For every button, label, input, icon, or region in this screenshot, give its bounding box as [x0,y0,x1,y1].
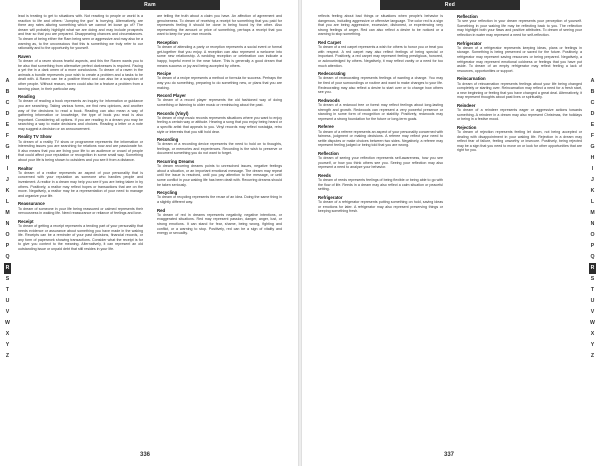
entry-definition: To dream of a reality TV show or programme represents the information or interesting issues you are searching for relations now and are passionate for. It also means that you are living your life to an audience or crowd of people that could affect your reputation or recognition in some small way. Something about your life is being shown to outsiders and you see it from a distance. [18,139,143,163]
dictionary-entry [318,195,443,214]
entry-definition: To dream of a reindeer represents eager or aggressive actions towards something. A reindeer in a dream may also represent Christmas, the holidays or being in a festive mood. [457,108,582,122]
entry-definition: To dream of recycling represents the reuse of an idea. Doing the same thing in a slightly different way. [157,195,282,205]
entry-definition: To dream of getting a receipt represents a tending part of your personality that needs evidence or assurance about something you have made in the waking life. Receipts can be a reminder of your past decisions, financial records, or any form of paperwork showing transactions. Consider what the receipt is for to give you context to the meaning. Alternatively, it can represent an old outstanding issue or unpaid debt that still resides in your life. [18,224,143,251]
entry-definition: To dream of a raven shows fearful aspects, and this the Raven wants you to be also that something from alternative perfect darknesses is required. Facing a yet the in a dark omen of a more conclusions. To dream of a raven in the animals a bundle represents your wish to create a problem and a tasks to be dealt with. A Raven can be a positive friend and can also be a suspicion of other people. Without reason, raven could also be a feature a problem from a tanning place, in their particular way. [18,58,143,91]
index-letter-n[interactable]: N [5,221,10,227]
entry-headword: Reflection [318,150,339,156]
entry-definition: To dream of a record player represents the old fashioned way of doing something or listening to older music or reminiscing about the past. [157,98,282,107]
entry-definition: To dream of reincarnation represents feelings about your life being changed completely or starting over. Reincarnation may reflect a need for a fresh start, a new beginning or feeling that you have changed a great deal. Alternatively, it may represent thoughts about past lives or spirituality. [457,81,582,100]
entry-headword: Record Player [157,93,186,99]
entry-headword: Reality TV Show [18,134,52,140]
index-letter-w[interactable]: W [590,320,595,326]
index-letter-a[interactable]: A [5,78,10,84]
entry-headword: Reincarnation [457,76,486,82]
entry-definition: To dream of a red carpet represents a wish for others to honor you or treat you with respect. A red carpet may also reflect feelings of being special or important. Positively, a red carpet may represent feeling prestigious, honored, or acknowledged by others. Negatively, it may reflect vanity or a need for too much attention. [318,45,443,68]
index-letter-p[interactable]: P [5,243,10,249]
index-letter-w[interactable]: W [5,320,10,326]
entry-definition: To dream of rejection represents feeling let down, not being accepted or dealing with disappointment in your waking life. Rejection in a dream may reflect fear of failure, feeling unworthy or insecure. Positively, being rejected may be a sign that you need to move on or look for other opportunities that are right for you. [457,130,582,153]
index-letter-i[interactable]: I [6,166,9,172]
entry-headword: Red [157,207,166,213]
entry-headword: Reception [157,39,178,45]
entry-definition: To dream of reading a book represents an inquiry for information or guidance you are searching. Taking various forms, we find new opinions, and another way of the decisions to read a book. Reading can also mean a way of gathering information or knowledge, the type of book you read is also important. Considering all options. If you are reading in a dream you may be searching a way to make decisions and choices. Reading a letter or a note may suggest a decision or an announcement. [18,99,143,131]
entry-headword: Red Carpet [318,39,341,45]
entry-headword: Redecorating [318,71,346,77]
dictionary-entry [18,14,143,51]
index-letter-j[interactable]: J [591,177,594,183]
index-letter-d[interactable]: D [590,111,595,117]
index-letter-r[interactable]: R [589,263,596,274]
left-alphabet-index [4,76,11,362]
index-letter-f[interactable]: F [5,133,10,139]
index-letter-c[interactable]: C [590,100,595,106]
index-letter-k[interactable]: K [5,188,10,194]
dictionary-entry [157,71,282,90]
index-letter-b[interactable]: B [5,89,10,95]
entry-definition: To dream of a refrigerator represents keeping ideas, plans or feelings in storage. Something is being preserved or saved for the future. Positively, a refrigerator may represent saving resources or being prepared. Negatively, a refrigerator may represent emotional coldness or feelings that you have put aside. To dream of an empty refrigerator may reflect feeling a lack of resources, opportunities or support. [457,45,582,73]
entry-headword: Realtor [18,165,33,171]
index-letter-j[interactable]: J [6,177,9,183]
dictionary-entry [318,98,443,122]
entry-definition: To dream of a realtor represents an aspect of your personality that is concerned with your reputation as someone who handles people and investment. A realtor in a dream may help you see if you are being taken in by others. Positively, a realtor may reflect hopes or transactions that are on the move. Negatively, a realtor may be a representation of your need to manage and organize your life. [18,170,143,198]
dictionary-entry [157,40,282,68]
dictionary-entry [18,54,143,91]
left-page-number: 336 [140,452,151,458]
entry-headword: Reading [18,94,35,100]
left-columns [18,14,282,444]
dictionary-entry [157,93,282,107]
index-letter-h[interactable]: H [5,155,10,161]
index-letter-v[interactable]: V [5,309,10,315]
index-letter-i[interactable]: I [591,166,594,172]
index-letter-l[interactable]: L [590,199,595,205]
entry-headword: Recycling [157,190,178,196]
index-letter-f[interactable]: F [590,133,595,139]
entry-definition: To dream of someone in your life being reassured or calmed represents their nervousness in waking life. Need reassurance or reliance of feelings and love. [18,206,143,216]
dictionary-entry [318,124,443,148]
dictionary-entry [18,134,143,162]
entry-definition: To dream of vinyl music records represents situations where you want to enjoy feeling a certain way or attitude. Hearing a song that you enjoy being heard or a specific artist that appeals to you. Vinyl records may reflect nostalgia, retro style or interests that you still hold dear. [157,115,282,134]
entry-definition: To dream of reeds represents feelings of being flexible or being able to go with the flow of life. Reeds in a dream may also reflect a calm situation or peaceful setting. [318,178,443,192]
right-page [302,0,600,466]
dictionary-entry [318,14,443,37]
entry-headword: Referee [318,124,334,130]
entry-definition: To dream of a referee represents an aspect of your personality concerned with fairness, judgment or making decisions. A referee may reflect your need to settle disputes or make choices between two sides. Negatively, a referee may represent feeling judged or being told that you are wrong. [318,129,443,148]
right-alphabet-index [589,76,596,362]
index-letter-r[interactable]: R [4,263,11,274]
entry-headword: Reeds [318,172,331,178]
entry-headword: Rejection [457,124,477,130]
dictionary-entry [157,137,282,156]
index-letter-l[interactable]: L [5,199,10,205]
index-letter-m[interactable]: M [5,210,10,216]
dictionary-entry [457,41,582,74]
entry-definition: To dream of a recipe represents a method or formula for success. Perhaps the way you do something, preparing to do something new, or plans that you are making. [157,76,282,90]
entry-definition: To dream of attending a party or reception represents a social event or formal get-together that you enjoy. A reception can also represent a welcome into some new relationship. A wedding reception or celebration can indicate a happy, hopeful event in the near future. This is generally a good dream that means success or joy and being accepted by others. [157,45,282,68]
right-running-head: Red [380,0,520,10]
entry-headword: Reflection [457,14,478,19]
left-column-1 [18,14,143,444]
dictionary-entry [318,40,443,68]
index-letter-o[interactable]: O [5,232,10,238]
entry-definition: are telling the truth about a claim you have. An affection of agreement and genuineness. To dream of receiving a receipt for something that you paid for represents feeling it should be done in being found by the other. Also representing the amount or price of something, perhaps a receipt that you want to keep for your own records. [157,14,282,37]
right-page-number: 337 [444,452,455,458]
entry-definition: To dream of red in dreams represents negativity, negative intentions, or exaggerated situations. Red may represent passion, danger, anger, lust, or strong emotions. It can stand for fear, shame, being wrong, fighting and conflict, or a warning to stop. Positively, red can be a sign of vitality and energy or sexuality. [157,212,282,236]
entry-headword: Recording [157,137,179,143]
index-letter-d[interactable]: D [5,111,10,117]
entry-definition: To dream of a refrigerator represents putting something on hold, saving ideas or emotions for later. A refrigerator may also represent preserving things or keeping something fresh. [318,200,443,214]
left-running-head: Ram [80,0,220,10]
index-letter-e[interactable]: E [590,122,595,128]
entry-definition: To see your reflection in your dream represents your perception of yourself. Something in your waking life may be reflecting back to you. The reflection may highlight both your flaws and positive attributes. To dream of seeing your reflection in water may represent a need for self-reflection. [457,19,582,37]
index-letter-z[interactable]: Z [590,353,595,359]
dictionary-entry [18,94,143,131]
index-letter-x[interactable]: X [5,331,10,337]
entry-headword: Reindeer [457,102,476,108]
dictionary-entry [157,159,282,187]
index-letter-y[interactable]: Y [5,342,10,348]
entry-headword: Receipt [18,218,34,224]
entry-definition: lead is treating to get to situations with. Not reacting to people or world is a reaction to life and others: 'Jumping the gun' is hurrying. Alternatively, are there any rates alluring something which we cannot let loose go of? The dream will probably highlight what we are doing and may include prospects and fear so that you are prepared. Disappearing chances and circumstances. To dream of being either the Ram being seen or aggressive and may also be a warning as, to the unconscious that this is something we truly refer to our rationality and to the opportunity for yourself. [18,14,143,51]
left-column-2 [157,14,282,444]
dictionary-entry [18,219,143,252]
index-letter-h[interactable]: H [590,155,595,161]
index-letter-p[interactable]: P [590,243,595,249]
index-letter-q[interactable]: Q [5,254,10,260]
index-letter-o[interactable]: O [590,232,595,238]
entry-headword: Refrigerator [457,40,482,46]
index-letter-a[interactable]: A [590,78,595,84]
dictionary-entry [457,14,582,38]
dictionary-entry [457,76,582,100]
right-column-2 [457,14,582,444]
index-letter-c[interactable]: C [5,100,10,106]
entry-headword: Reassurance [18,201,45,207]
dictionary-entry [457,125,582,153]
index-letter-y[interactable]: Y [590,342,595,348]
dictionary-entry [318,151,443,170]
index-letter-s[interactable]: S [5,276,10,282]
entry-headword: Records (Vinyl) [157,110,189,116]
entry-headword: Recurring Dreams [157,159,195,165]
entry-definition: reflects feeling about bad things or situations when people's behavior is dangerous, including aggressive or offensive language. The color red is a sign that you are being aggressive, excessive, dishonest, or experiencing very strong feelings of anger. Red can also reflect a desire to be noticed or a warning to stop something. [318,14,443,37]
entry-headword: Refrigerator [318,194,343,200]
index-letter-z[interactable]: Z [5,353,10,359]
dictionary-entry [157,14,282,37]
right-column-1 [318,14,443,444]
dictionary-entry [318,71,443,95]
dictionary-entry [457,103,582,122]
dictionary-entry [157,190,282,204]
dictionary-entry [157,111,282,135]
dictionary-entry [157,208,282,236]
entry-headword: Raven [18,53,31,59]
entry-definition: To dream of a recording device represents the need to hold on to thoughts, feelings, or memories and experiences. Recording is the wish to preserve or document something you do not want to forget. [157,142,282,156]
entry-definition: To dream of a redwood tree or forest may reflect feelings about long-lasting strength and growth. Redwoods can represent a very powerful presence or standing in some form of recognition or stability. Positively, redwoods may represent a strong foundation for the future or long-term goals. [318,102,443,121]
entry-definition: To dream of seeing your reflection represents self-awareness, how you see yourself, or how you think others see you. Seeing your reflection may also represent a need to analyze your behavior. [318,156,443,170]
index-letter-e[interactable]: E [5,122,10,128]
index-letter-m[interactable]: M [590,210,595,216]
index-letter-g[interactable]: G [590,144,595,150]
index-letter-v[interactable]: V [590,309,595,315]
index-letter-u[interactable]: U [590,298,595,304]
index-letter-t[interactable]: T [590,287,595,293]
entry-headword: Recipe [157,71,172,77]
entry-headword: Redwoods [318,97,340,103]
entry-definition: To dream of redecorating represents feelings of wanting a change. You may be tired of your surroundings or routine and want to make changes to your life. Redecorating may also reflect a desire to start over or to change how others see you. [318,76,443,95]
dictionary-entry [18,166,143,199]
left-page [0,0,298,466]
index-letter-k[interactable]: K [590,188,595,194]
index-letter-q[interactable]: Q [590,254,595,260]
index-letter-u[interactable]: U [5,298,10,304]
index-letter-s[interactable]: S [590,276,595,282]
entry-definition: To dream recurring dreams points to unresolved issues, negative feelings about a situation, or an important emotional message. The dream may repeat until the issue is resolved, until you pay attention to the message, or until some conflict in your waking life has been dealt with. Recurring dreams should be taken seriously. [157,164,282,187]
right-columns [318,14,582,444]
index-letter-b[interactable]: B [590,89,595,95]
index-letter-n[interactable]: N [590,221,595,227]
index-letter-t[interactable]: T [5,287,10,293]
index-letter-g[interactable]: G [5,144,10,150]
dictionary-entry [18,201,143,215]
index-letter-x[interactable]: X [590,331,595,337]
dictionary-entry [318,173,443,192]
